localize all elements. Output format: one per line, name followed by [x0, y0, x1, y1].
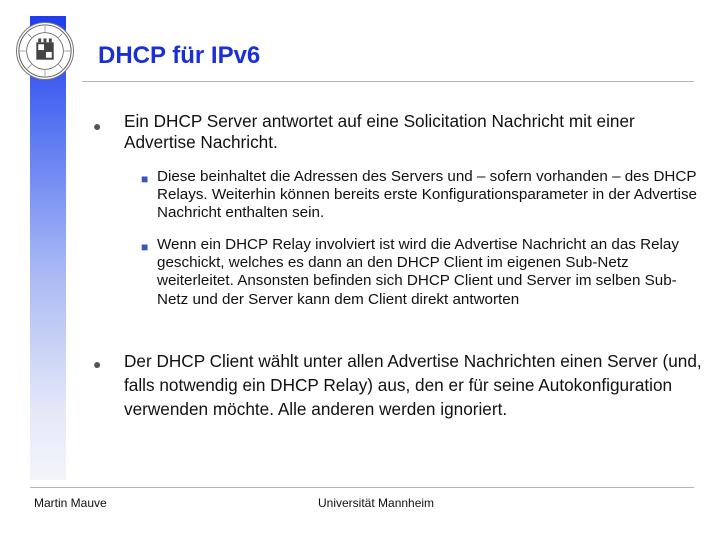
footer-author: Martin Mauve — [34, 496, 107, 510]
bullet-2-text: Der DHCP Client wählt unter allen Advertise Nachrichten einen Server (und, falls notwendig ein DHCP Relay) aus, den er für seine Autokonfiguration verwenden möchte. Alle anderen werden ignoriert. — [124, 351, 702, 419]
slide-title: DHCP für IPv6 — [98, 42, 261, 69]
square-bullet-icon: ■ — [141, 172, 149, 186]
bullet-1-text: Ein DHCP Server antwortet auf eine Solicitation Nachricht mit einer Advertise Nachricht. — [124, 111, 635, 152]
footer-institution: Universität Mannheim — [318, 496, 435, 510]
footer-divider — [30, 487, 694, 488]
side-gradient-bar — [30, 16, 66, 480]
university-seal-icon — [16, 22, 74, 80]
circle-bullet-icon: ● — [93, 356, 102, 372]
title-divider — [82, 81, 694, 82]
sub-bullet-1-text: Diese beinhaltet die Adressen des Servers und – sofern vorhanden – des DHCP Relays. Weiterhin können bereits erste Konfigurationsparameter in der Advertise Nachricht enthalten sein. — [157, 168, 698, 222]
sub-bullet-2-text: Wenn ein DHCP Relay involviert ist wird die Advertise Nachricht an das Relay geschickt, welches es dann an den DHCP Client im eigenen Sub-Netz weiterleitet. Ansonsten befinden sich DHCP Client und Server im selben Sub-Netz und der Server kann dem Client direkt antworten — [157, 236, 679, 308]
circle-bullet-icon: ● — [93, 118, 102, 134]
square-bullet-icon: ■ — [141, 240, 149, 254]
